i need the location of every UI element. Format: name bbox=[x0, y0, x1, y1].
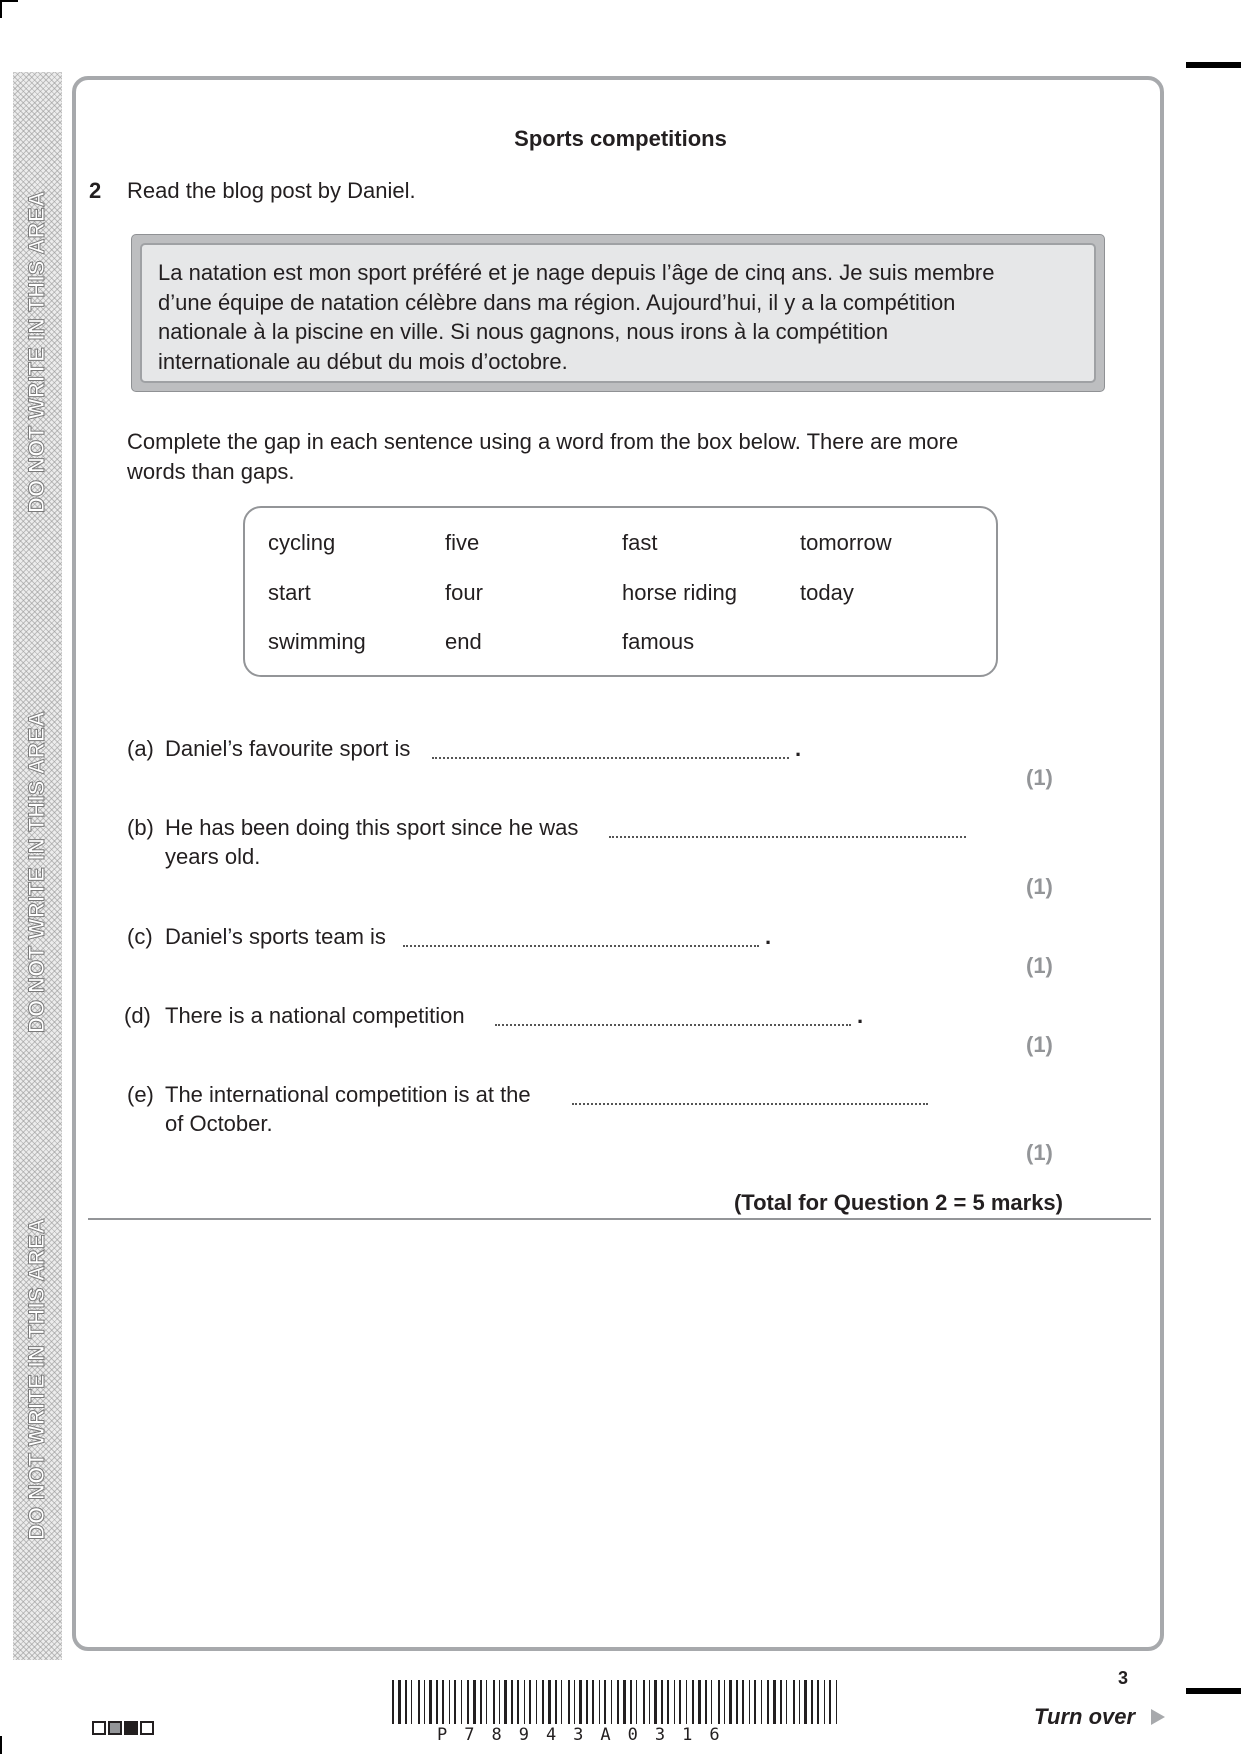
word-option: end bbox=[445, 629, 482, 654]
word-option: four bbox=[445, 580, 483, 605]
crop-mark bbox=[0, 0, 2, 18]
turn-over-arrow-icon bbox=[1151, 1709, 1165, 1725]
part-label: (d) bbox=[124, 1003, 151, 1028]
square-mark bbox=[124, 1721, 138, 1735]
square-mark bbox=[92, 1721, 106, 1735]
mark-value: (1) bbox=[1026, 874, 1053, 899]
part-text: Daniel’s favourite sport is bbox=[165, 736, 411, 761]
word-option: cycling bbox=[268, 530, 336, 555]
question-total: (Total for Question 2 = 5 marks) bbox=[733, 1190, 1063, 1215]
instruction-line: words than gaps. bbox=[127, 458, 295, 484]
barcode-text: P78943A0316 bbox=[437, 1725, 737, 1745]
part-label: (c) bbox=[127, 924, 153, 949]
answer-line-b[interactable] bbox=[609, 836, 966, 838]
instructions bbox=[127, 427, 958, 486]
part-continuation: of October. bbox=[165, 1111, 273, 1136]
barcode bbox=[392, 1680, 845, 1724]
part-end-punct: . bbox=[795, 736, 802, 761]
word-option: famous bbox=[622, 629, 695, 654]
total-rule bbox=[88, 1218, 1151, 1220]
crop-mark bbox=[1186, 1688, 1241, 1694]
blog-line: d’une équipe de natation célèbre dans ma région. Aujourd’hui, il y a la compétition bbox=[158, 289, 956, 315]
turn-over-label: Turn over bbox=[1034, 1704, 1136, 1729]
blog-post-box bbox=[140, 243, 1096, 383]
mark-value: (1) bbox=[1026, 1140, 1053, 1165]
answer-line-d[interactable] bbox=[495, 1024, 851, 1026]
part-continuation: years old. bbox=[165, 844, 261, 869]
question-number: 2 bbox=[89, 178, 102, 203]
word-option: five bbox=[445, 530, 480, 555]
part-text: He has been doing this sport since he was bbox=[165, 815, 579, 840]
word-option: horse riding bbox=[622, 580, 737, 605]
crop-mark bbox=[0, 0, 18, 2]
square-mark bbox=[108, 1721, 122, 1735]
question-intro: Read the blog post by Daniel. bbox=[127, 178, 416, 203]
word-option: start bbox=[268, 580, 311, 605]
mark-value: (1) bbox=[1026, 953, 1053, 978]
part-text: Daniel’s sports team is bbox=[165, 924, 386, 949]
part-text: The international competition is at the bbox=[165, 1082, 531, 1107]
blog-line: internationale au début du mois d’octobre. bbox=[158, 348, 568, 374]
word-option: today bbox=[800, 580, 854, 605]
square-mark bbox=[140, 1721, 154, 1735]
blog-line: La natation est mon sport préféré et je nage depuis l’âge de cinq ans. Je suis membre bbox=[158, 260, 995, 285]
mark-value: (1) bbox=[1026, 1032, 1053, 1057]
crop-mark bbox=[1186, 62, 1241, 68]
part-end-punct: . bbox=[765, 924, 772, 949]
crop-mark bbox=[0, 1736, 2, 1754]
word-option: swimming bbox=[268, 629, 366, 654]
part-label: (e) bbox=[127, 1082, 154, 1107]
word-option: fast bbox=[622, 530, 658, 555]
part-end-punct: . bbox=[857, 1003, 864, 1028]
mark-value: (1) bbox=[1026, 765, 1053, 790]
part-label: (b) bbox=[127, 815, 154, 840]
blog-line: nationale à la piscine en ville. Si nous gagnons, nous irons à la compétition bbox=[158, 319, 889, 344]
part-label: (a) bbox=[127, 736, 154, 761]
word-option: tomorrow bbox=[800, 530, 892, 555]
section-title: Sports competitions bbox=[514, 126, 727, 151]
part-text: There is a national competition bbox=[165, 1003, 465, 1028]
instruction-line: Complete the gap in each sentence using a word from the box below. There are more bbox=[127, 429, 959, 454]
page-number: 3 bbox=[1118, 1668, 1129, 1688]
answer-line-c[interactable] bbox=[403, 945, 759, 947]
answer-line-e[interactable] bbox=[572, 1103, 928, 1105]
answer-line-a[interactable] bbox=[432, 757, 789, 759]
